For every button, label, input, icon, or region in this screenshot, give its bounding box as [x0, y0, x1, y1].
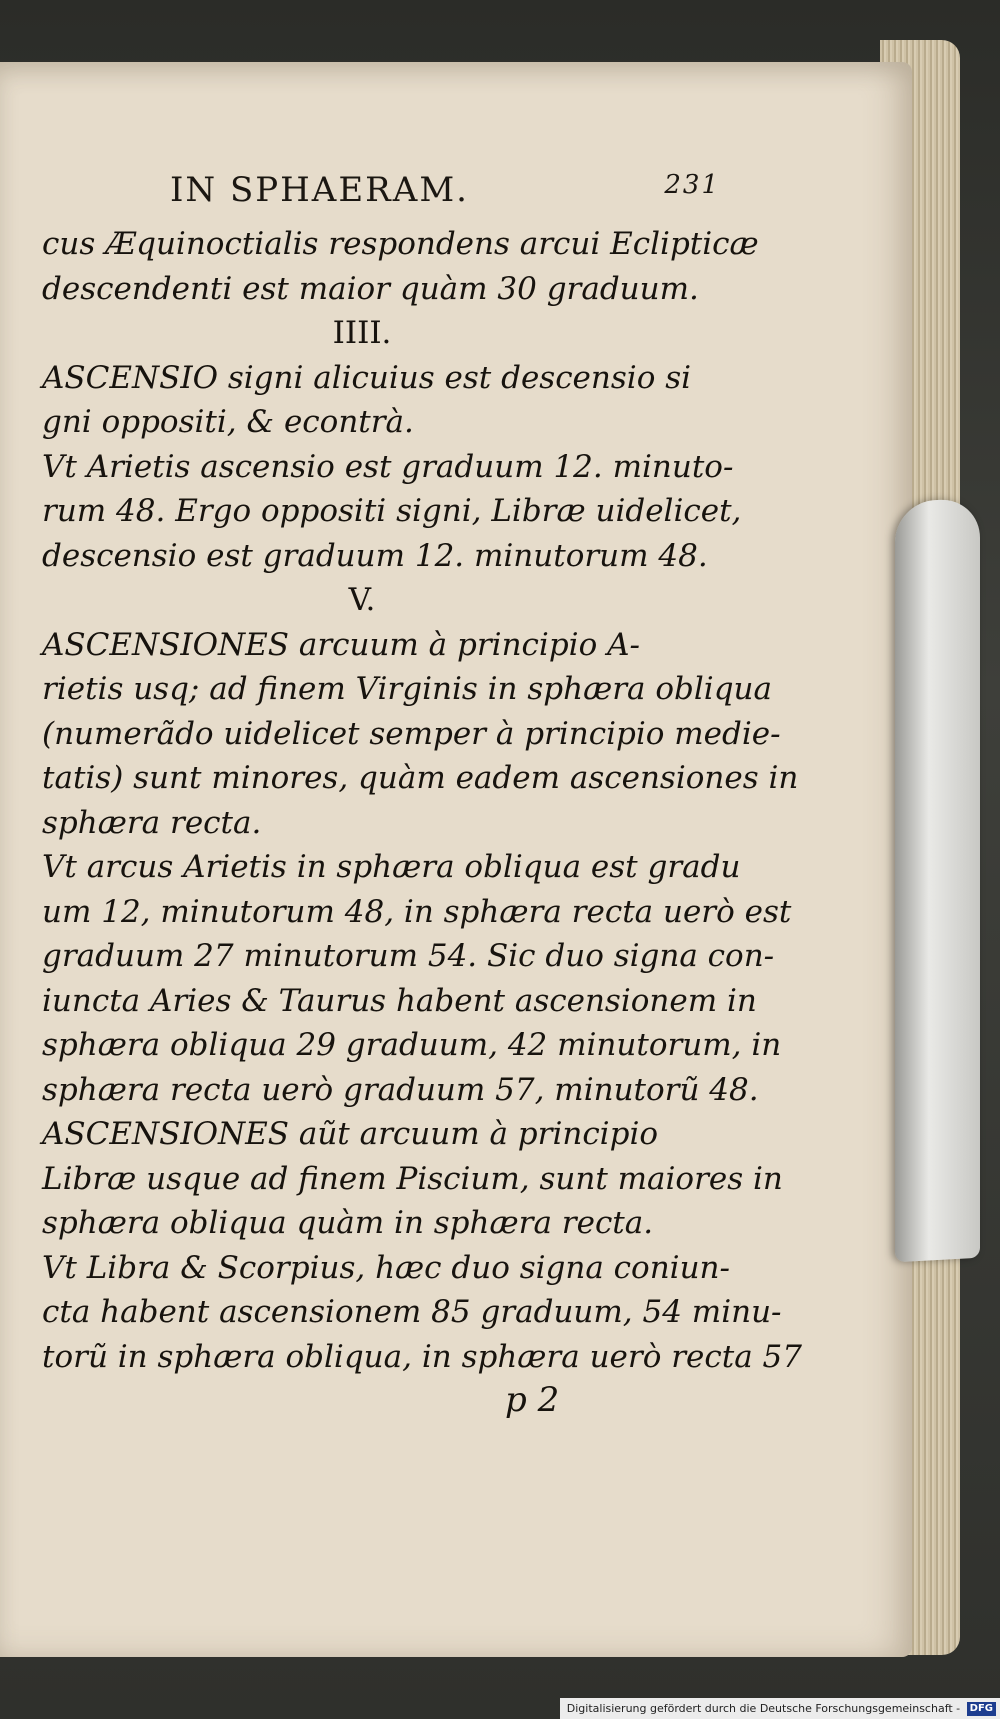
- text-line: gni oppositi, & econtrà.: [42, 404, 414, 440]
- running-head-title: IN SPHAERAM.: [170, 170, 469, 210]
- text-line: torũ in sphæra obliqua, in sphæra uerò recta 57: [42, 1338, 802, 1375]
- text-line: descendenti est maior quàm 30 graduum.: [42, 270, 699, 307]
- text-line: (numerãdo uidelicet semper à principio medie-: [42, 715, 781, 752]
- text-line: descensio est graduum 12. minutorum 48.: [42, 537, 708, 574]
- text-line: iuncta Aries & Taurus habent ascensionem in: [42, 982, 757, 1019]
- text-line: cus Æquinoctialis respondens arcui Eclipticæ: [42, 226, 759, 262]
- text-line: sphæra recta.: [42, 804, 262, 841]
- running-head: [160, 170, 720, 220]
- text-line: sphæra recta uerò graduum 57, minutorũ 48.: [42, 1071, 759, 1108]
- text-line: rum 48. Ergo oppositi signi, Libræ uidelicet,: [42, 493, 742, 529]
- body-text: [42, 222, 802, 1379]
- text-line: Vt Libra & Scorpius, hæc duo signa coniun-: [42, 1249, 730, 1286]
- text-line: sphæra obliqua quàm in sphæra recta.: [42, 1205, 654, 1241]
- dfg-logo: DFG: [967, 1702, 996, 1716]
- section-number: IIII.: [332, 315, 392, 351]
- text-line: Vt Arietis ascensio est graduum 12. minuto-: [42, 448, 734, 485]
- text-line: rietis usq; ad finem Virginis in sphæra obliqua: [42, 671, 772, 707]
- text-line: Libræ usque ad finem Piscium, sunt maiores in: [42, 1160, 783, 1197]
- text-line: tatis) sunt minores, quàm eadem ascensiones in: [42, 760, 799, 796]
- footer-text: Digitalisierung gefördert durch die Deutsche Forschungsgemeinschaft -: [566, 1702, 961, 1715]
- bookmark-strip: [895, 498, 980, 1262]
- text-line: ASCENSIO signi alicuius est descensio si: [42, 359, 692, 396]
- text-line: ASCENSIONES aũt arcuum à principio: [42, 1116, 659, 1152]
- text-line: sphæra obliqua 29 graduum, 42 minutorum, in: [42, 1027, 782, 1063]
- page-number: 231: [664, 170, 720, 200]
- digitization-footer: [560, 1698, 1000, 1719]
- text-line: um 12, minutorum 48, in sphæra recta uerò est: [42, 893, 792, 930]
- signature-mark: p 2: [505, 1380, 560, 1420]
- section-number: V.: [348, 582, 376, 618]
- text-line: cta habent ascensionem 85 graduum, 54 minu-: [42, 1294, 782, 1330]
- text-line: graduum 27 minutorum 54. Sic duo signa con-: [42, 938, 775, 974]
- text-line: ASCENSIONES arcuum à principio A-: [42, 626, 640, 663]
- text-line: Vt arcus Arietis in sphæra obliqua est gradu: [42, 849, 741, 885]
